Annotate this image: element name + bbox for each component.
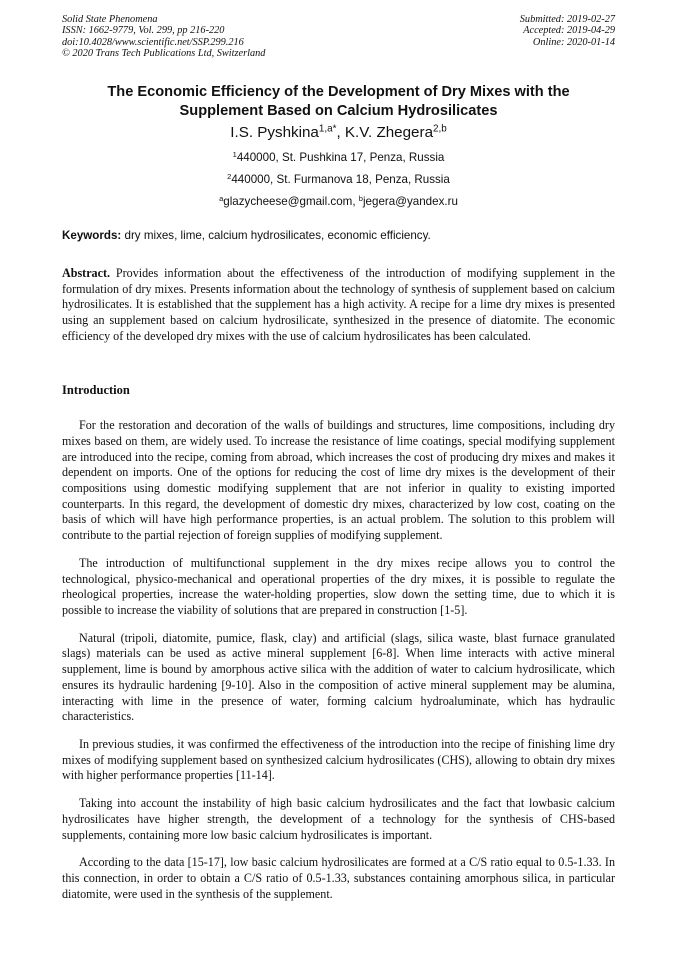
affiliation-1 bbox=[62, 151, 615, 165]
section-heading-introduction: Introduction bbox=[62, 383, 130, 397]
title-line-1: The Economic Efficiency of the Development of Dry Mixes with the bbox=[107, 84, 570, 100]
abstract-label: Abstract. bbox=[62, 266, 111, 280]
keywords bbox=[62, 229, 615, 243]
keywords-label: Keywords: bbox=[62, 229, 122, 242]
introduction-body bbox=[62, 406, 615, 915]
keywords-text: dry mixes, lime, calcium hydrosilicates, economic efficiency. bbox=[121, 229, 431, 242]
abstract-text: Provides information about the effectiveness of the introduction of modifying supplement in the formulation of dry mixes. Presents information about the technology of synthesis of supplement based on calcium hydrosilicates. It is established that the supplement has a high activity. A recipe for a lime dry mixes is presented using an supplement based on calcium hydrosilicate, synthesized in the presence of diatomite. The economic efficiency of the developed dry mixes with the use of calcium hydrosilicates has been calculated. bbox=[62, 266, 615, 343]
submitted-date: Submitted: 2019-02-27 bbox=[519, 14, 615, 25]
author-1-name: I.S. Pyshkina bbox=[230, 124, 319, 141]
journal-issn: ISSN: 1662-9779, Vol. 299, pp 216-220 bbox=[62, 25, 225, 37]
affiliation-2 bbox=[62, 173, 615, 187]
email-a: glazycheese@gmail.com, bbox=[223, 195, 359, 208]
email-b: jegera@yandex.ru bbox=[362, 195, 458, 208]
title-line-2: Supplement Based on Calcium Hydrosilicates bbox=[179, 102, 498, 119]
intro-paragraph: According to the data [15-17], low basic calcium hydrosilicates are formed at a C/S ratio equal to 0.5-1.33. In this connection, in order to obtain a C/S ratio of 0.5-1.33, substances containing amorphous silica, in particular diatomite, were used in the synthesis of the supplement. bbox=[62, 855, 615, 901]
online-date: Online: 2020-01-14 bbox=[532, 36, 615, 48]
intro-paragraph: In previous studies, it was confirmed the effectiveness of the introduction into the recipe of finishing lime dry mixes of modifying supplement based on synthesized calcium hydrosilicates (CHS), allowing to obtain dry mixes with higher performance properties [11-14]. bbox=[62, 737, 615, 783]
author-list bbox=[62, 123, 615, 143]
author-1-marker: 1,a* bbox=[318, 123, 337, 135]
intro-paragraph: Taking into account the instability of high basic calcium hydrosilicates and the fact that lowbasic calcium hydrosilicates have higher strength, the development of a technology for the synthesis of CHS-based supplements, containing more low basic calcium hydrosilicates is important. bbox=[62, 796, 615, 842]
intro-paragraph: For the restoration and decoration of the walls of buildings and structures, lime compositions, including dry mixes based on them, are widely used. To increase the resistance of lime coatings, special modifying supplement are introduced into the recipe, coming from abroad, which increases the cost of producing dry mixes and makes it dependent on imports. One of the options for reducing the cost of lime dry mixes is the development of their compositions using domestic modifying supplement that are not inferior in quality to existing imported counterparts. In this regard, the development of domestic dry mixes, characterized by low cost, coating on the basis of which will have high performance properties, is an actual problem. The solution to this problem will contribute to the partial rejection of foreign supplies of modifying supplement. bbox=[62, 418, 615, 543]
journal-name: Solid State Phenomena bbox=[62, 14, 158, 25]
journal-copyright: © 2020 Trans Tech Publications Ltd, Switzerland bbox=[62, 47, 266, 59]
email-b-marker: b bbox=[358, 193, 363, 203]
email-a-marker: a bbox=[219, 193, 224, 203]
affiliation-1-marker: 1 bbox=[232, 149, 237, 159]
intro-paragraph: The introduction of multifunctional supplement in the dry mixes recipe allows you to control the technological, physico-mechanical and operational properties of the dry mixes, it is possible to regulate the rheological properties, increase the water-holding properties, slow down the setting time, due to which it is possible to increase the viability of solutions that are prepared in construction [1-5]. bbox=[62, 555, 615, 617]
author-2-name: K.V. Zhegera bbox=[344, 124, 434, 141]
author-separator: , bbox=[336, 124, 345, 141]
author-emails bbox=[62, 195, 615, 209]
author-2-marker: 2,b bbox=[433, 123, 447, 135]
accepted-date: Accepted: 2019-04-29 bbox=[523, 25, 615, 37]
journal-info bbox=[62, 14, 265, 59]
submission-dates bbox=[520, 14, 615, 48]
abstract bbox=[62, 266, 615, 345]
paper-title bbox=[62, 83, 615, 120]
affiliation-1-text: 440000, St. Pushkina 17, Penza, Russia bbox=[236, 151, 445, 164]
intro-paragraph: Natural (tripoli, diatomite, pumice, flask, clay) and artificial (slags, silica waste, blast furnace granulated slags) materials can be used as active mineral supplement [6-8]. When lime interacts with active mineral supplement, lime is bound by amorphous active silica with the addition of water to calcium hydrosilicate, which ensures its hydraulic hardening [9-10]. Also in the composition of active mineral supplement may be alumina, interacting with lime in the presence of water, forming calcium hydroaluminate, which has hydraulic characteristics. bbox=[62, 630, 615, 724]
affiliation-2-text: 440000, St. Furmanova 18, Penza, Russia bbox=[231, 173, 450, 186]
affiliation-2-marker: 2 bbox=[227, 171, 232, 181]
journal-doi: doi:10.4028/www.scientific.net/SSP.299.216 bbox=[62, 36, 244, 48]
